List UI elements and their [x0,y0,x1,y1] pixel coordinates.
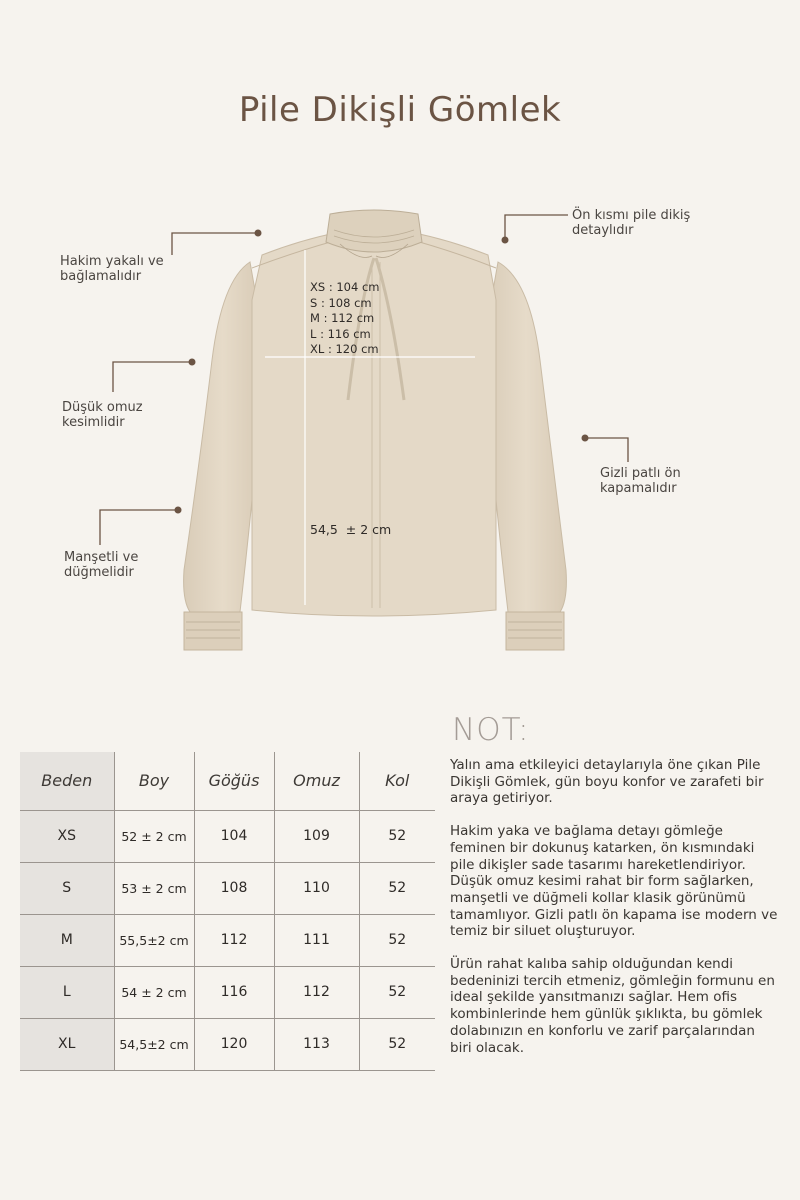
table-row [20,862,435,914]
note-title: NOT: [452,712,530,748]
note-body [450,757,780,1072]
cell-gogus: 112 [194,914,274,966]
cell-kol: 52 [359,966,435,1018]
cell-kol: 52 [359,862,435,914]
cell-kol: 52 [359,1018,435,1070]
annotation-front-pleat: Ön kısmı pile dikiş detaylıdır [572,208,691,238]
cell-size: XL [20,1018,114,1070]
shirt-icon [184,210,567,650]
cell-omuz: 111 [274,914,359,966]
chest-measurements [310,280,380,358]
cell-kol: 52 [359,914,435,966]
cell-kol: 52 [359,810,435,862]
cell-gogus: 116 [194,966,274,1018]
cell-size: L [20,966,114,1018]
cell-size: M [20,914,114,966]
cell-boy: 54,5±2 cm [114,1018,194,1070]
note-paragraph: Ürün rahat kalıba sahip olduğundan kendi bedeninizi tercih etmeniz, gömleğin formunu en ideal şekilde yansıtmanızı sağlar. Hem ofis kombinlerinde hem günlük şıklıkta, bu gömlek dolabınızın en konforlu ve zarif parçalarından biri olacak. [450,956,775,1056]
chest-xl: XL : 120 cm [310,342,379,356]
table-row [20,966,435,1018]
annotation-placket: Gizli patlı ön kapamalıdır [600,466,681,496]
chest-xs: XS : 104 cm [310,280,380,294]
cell-omuz: 109 [274,810,359,862]
cell-omuz: 110 [274,862,359,914]
cell-gogus: 108 [194,862,274,914]
table-row [20,1018,435,1070]
cell-size: S [20,862,114,914]
cell-omuz: 112 [274,966,359,1018]
chest-m: M : 112 cm [310,311,375,325]
size-table [20,752,435,1071]
header-boy: Boy [114,752,194,810]
note-paragraph: Yalın ama etkileyici detaylarıyla öne çıkan Pile Dikişli Gömlek, gün boyu konfor ve zarafeti bir araya getiriyor. [450,757,764,807]
page-title: Pile Dikişli Gömlek [238,90,562,130]
chest-l: L : 116 cm [310,326,371,341]
cell-size: XS [20,810,114,862]
annotation-collar: Hakim yakalı ve bağlamalıdır [60,254,164,284]
header-kol: Kol [359,752,435,810]
table-header-row [20,752,435,810]
cell-omuz: 113 [274,1018,359,1070]
cell-gogus: 104 [194,810,274,862]
annotation-shoulder: Düşük omuz kesimlidir [62,400,143,430]
cell-boy: 54 ± 2 cm [114,966,194,1018]
annotation-cuff: Manşetli ve düğmelidir [64,550,139,580]
cell-boy: 52 ± 2 cm [114,810,194,862]
cell-boy: 53 ± 2 cm [114,862,194,914]
table-row [20,914,435,966]
header-beden: Beden [20,752,114,810]
cell-gogus: 120 [194,1018,274,1070]
chest-s: S : 108 cm [310,295,372,310]
header-omuz: Omuz [274,752,359,810]
header-gogus: Göğüs [194,752,274,810]
length-measurement: 54,5 ± 2 cm [310,522,392,537]
table-row [20,810,435,862]
cell-boy: 55,5±2 cm [114,914,194,966]
note-paragraph: Hakim yaka ve bağlama detayı gömleğe feminen bir dokunuş katarken, ön kısmındaki pile dikişler sade tasarımı hareketlendiriyor. Düşük omuz kesimi rahat bir form sağlarken, manşetli ve düğmeli kollar klasik görünümü tamamlıyor. Gizli patlı ön kapama ise modern ve temiz bir siluet oluşturuyor. [450,823,778,940]
